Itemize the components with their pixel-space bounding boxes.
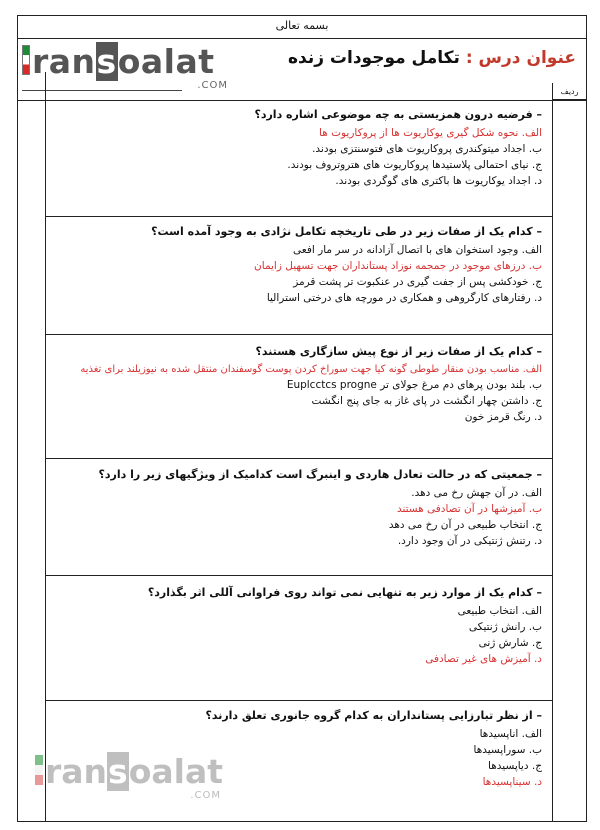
option-b: ب. بلند بودن پرهای دم مرغ جولای تر Euplcctcs progne	[286, 379, 542, 391]
iransoalat-logo: ransoalat .COM	[22, 42, 232, 104]
top-divider	[18, 38, 586, 39]
option-a: الف. وجود استخوان های با اتصال آزادانه در سر مار افعی	[293, 244, 542, 256]
question-5	[52, 586, 542, 669]
iran-flag-icon	[22, 45, 30, 75]
question-stem: – کدام یک از صفات زیر در طی تاریخچه تکامل نژادی به وجود آمده است؟	[151, 225, 542, 238]
option-b: ب. رانش ژنتیکی	[468, 621, 542, 633]
option-a: الف. مناسب بودن منقار طوطی گونه کیا جهت سوراخ کردن پوست گوسفندان منتقل شده به نیوزیلند برای تغذیه	[80, 364, 542, 375]
row-column-header: ردیف	[552, 83, 586, 100]
question-3	[52, 345, 542, 427]
option-d: د. رنگ قرمز خون	[464, 411, 542, 423]
question-stem: – کدام یک از موارد زیر به تنهایی نمی تواند روی فراوانی آللی اثر بگذارد؟	[147, 586, 542, 599]
option-a: الف. نحوه شکل گیری یوکاریوت ها از پروکاریوت ها	[319, 127, 542, 139]
option-d: د. رتنش ژنتیکی در آن وجود دارد.	[397, 535, 542, 547]
question-4	[52, 468, 542, 551]
option-c: ج. انتخاب طبیعی در آن رخ می دهد	[388, 519, 542, 531]
iransoalat-watermark: ransoalat .COM	[35, 752, 225, 802]
question-divider	[45, 334, 553, 335]
row-column-line	[552, 83, 553, 821]
page-frame	[17, 15, 587, 822]
question-stem: – کدام یک از صفات زیر از نوع پیش سازگاری هستند؟	[255, 345, 542, 358]
question-stem: – جمعیتی که در حالت تعادل هاردی و اینبرگ است کدامیک از ویژگیهای زیر را دارد؟	[98, 468, 542, 481]
question-stem: – فرضیه درون همزیستی به چه موضوعی اشاره دارد؟	[254, 108, 542, 121]
option-a: الف. اناپسیدها	[479, 728, 542, 740]
question-stem: – از نظر تبارزایی پستانداران به کدام گروه جانوری تعلق دارند؟	[205, 709, 542, 722]
header-divider	[18, 100, 586, 101]
option-d: د. رفتارهای کارگروهی و همکاری در مورچه های درختی استرالیا	[266, 292, 542, 304]
bismillah: بسمه تعالی	[275, 19, 329, 32]
option-b: ب. آمیزشها در آن تصادفی هستند	[396, 503, 542, 515]
option-a: الف. در آن جهش رخ می دهد.	[411, 487, 542, 499]
question-divider	[45, 458, 553, 459]
option-c: ج. دیاپسیدها	[488, 760, 542, 772]
option-d: د. اجداد یوکاریوت ها باکتری های گوگردی بودند.	[335, 175, 542, 187]
question-divider	[45, 216, 553, 217]
lesson-title	[288, 48, 576, 68]
question-divider	[45, 575, 553, 576]
option-c: ج. خودکشی پس از جفت گیری در عنکبوت تر پشت قرمز	[293, 276, 542, 288]
option-c: ج. نیای احتمالی پلاستیدها پروکاریوت های هتروتروف بودند.	[287, 159, 542, 171]
question-1	[52, 108, 542, 191]
option-b: ب. درزهای موجود در جمجمه نوزاد پستانداران جهت تسهیل زایمان	[254, 260, 542, 272]
iran-flag-icon	[35, 755, 43, 785]
left-margin-line	[45, 72, 46, 821]
option-c: ج. داشتن چهار انگشت در پای غاز به جای پنج انگشت	[311, 395, 542, 407]
question-2	[52, 225, 542, 308]
option-d: د. آمیزش های غیر تصادفی	[425, 653, 542, 665]
question-divider	[45, 700, 553, 701]
lesson-title-label: عنوان درس :	[465, 48, 576, 68]
lesson-title-text: تکامل موجودات زنده	[287, 48, 460, 68]
option-b: ب. اجداد میتوکندری پروکاریوت های فتوسنتزی بودند.	[312, 143, 542, 155]
option-b: ب. سوراپسیدها	[473, 744, 542, 756]
option-a: الف. انتخاب طبیعی	[457, 605, 542, 617]
option-d: د. سیناپسیدها	[482, 776, 542, 788]
option-c: ج. شارش ژنی	[478, 637, 542, 649]
